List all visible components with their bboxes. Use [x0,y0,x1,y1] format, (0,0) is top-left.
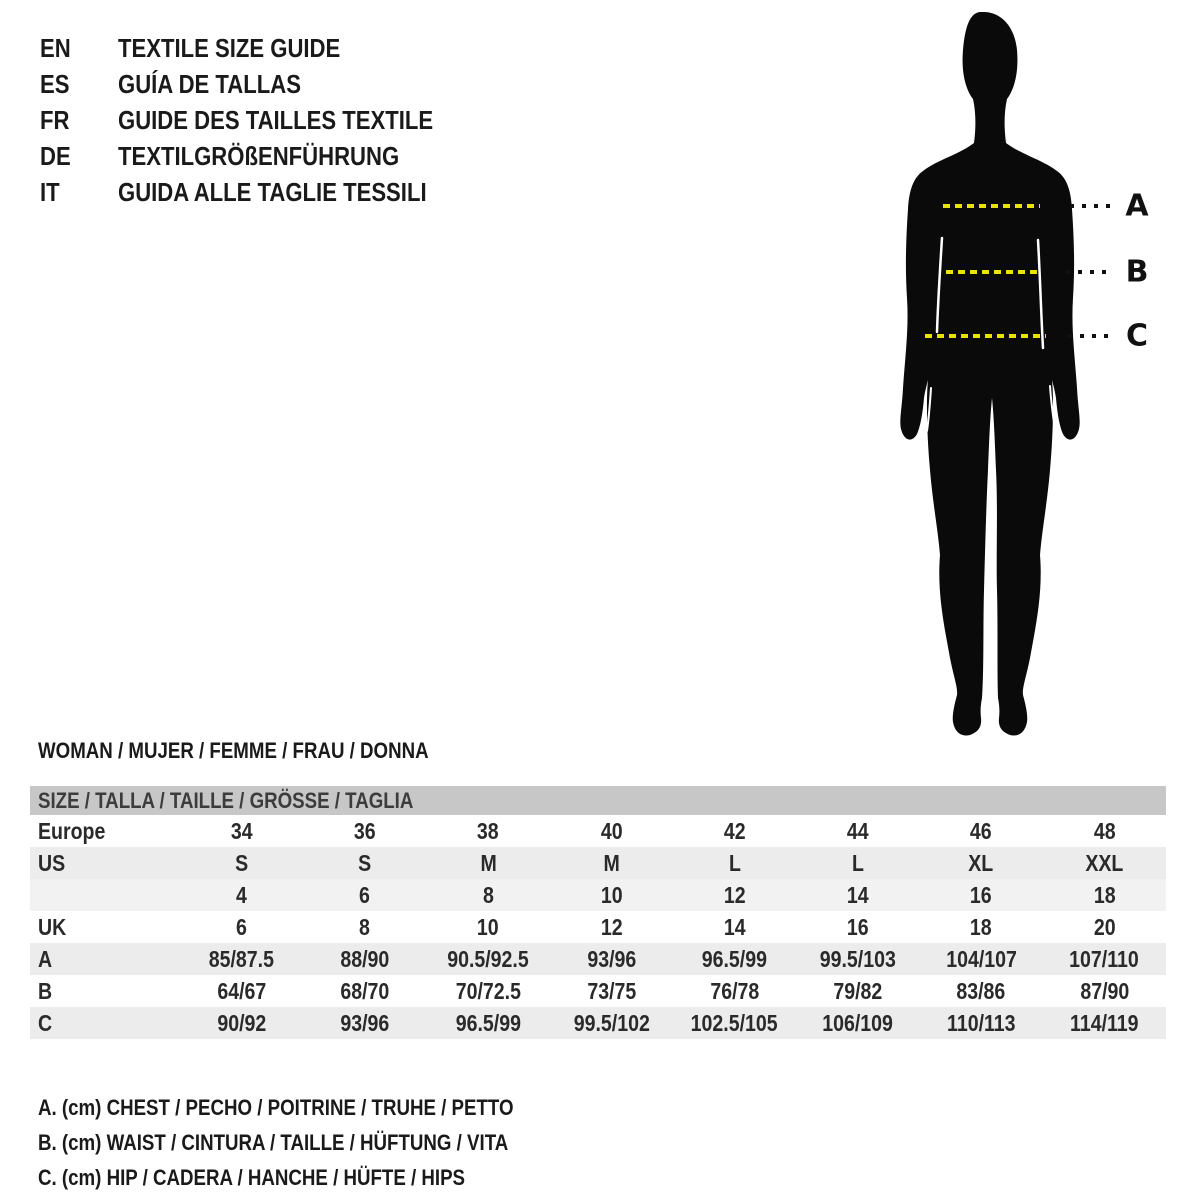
lang-row-de [40,138,489,174]
table-row-hip: C 90/92 93/96 96.5/99 99.5/102 102.5/105 106/109 110/113 114/119 [30,1007,1166,1039]
lang-code-en: EN [40,32,71,63]
lang-code-it: IT [40,176,60,207]
hip-marker-label: C [1125,318,1149,354]
waist-marker-label: B [1125,254,1149,290]
woman-silhouette [900,12,1079,736]
measurement-figure [880,0,1200,760]
lang-row-es [40,66,489,102]
woman-silhouette-diagram [880,0,1200,760]
legend-waist: B. (cm) WAIST / CINTURA / TAILLE / HÜFTUNG / VITA [38,1129,509,1155]
lang-row-fr [40,102,489,138]
legend-hip: C. (cm) HIP / CADERA / HANCHE / HÜFTE / HIPS [38,1164,466,1190]
row-label: US [38,849,66,876]
lang-code-fr: FR [40,104,70,135]
lang-title-es: GUÍA DE TALLAS [118,68,301,99]
lang-title-it: GUIDA ALLE TAGLIE TESSILI [118,176,427,207]
table-row-us: US S S M M L L XL XXL [30,847,1166,879]
lang-title-en: TEXTILE SIZE GUIDE [118,32,341,63]
chest-marker-label: A [1125,188,1149,224]
size-table [30,786,1166,1039]
lang-code-es: ES [40,68,70,99]
size-table-header: SIZE / TALLA / TAILLE / GRÖSSE / TAGLIA [30,786,1166,815]
row-label [30,882,180,909]
table-row-chest: A 85/87.5 88/90 90.5/92.5 93/96 96.5/99 99.5/103 104/107 107/110 [30,943,1166,975]
table-row-europe: Europe 34 36 38 40 42 44 46 48 [30,815,1166,847]
row-label: C [38,1009,53,1036]
table-row-uk: UK 6 8 10 12 14 16 18 20 [30,911,1166,943]
row-label: B [38,977,53,1004]
lang-row-it [40,174,489,210]
row-label: UK [38,913,67,940]
lang-row-en [40,30,489,66]
lang-title-de: TEXTILGRÖßENFÜHRUNG [118,140,400,171]
legend-chest: A. (cm) CHEST / PECHO / POITRINE / TRUHE / PETTO [38,1094,514,1120]
table-row-waist: B 64/67 68/70 70/72.5 73/75 76/78 79/82 83/86 87/90 [30,975,1166,1007]
row-label: A [38,945,53,972]
lang-code-de: DE [40,140,71,171]
language-title-block [40,30,489,210]
row-label: Europe [38,817,106,844]
lang-title-fr: GUIDE DES TAILLES TEXTILE [118,104,434,135]
section-title-woman: WOMAN / MUJER / FEMME / FRAU / DONNA [38,738,429,763]
table-row-us-numeric: 4 6 8 10 12 14 16 18 [30,879,1166,911]
measurement-legend [38,1090,597,1195]
